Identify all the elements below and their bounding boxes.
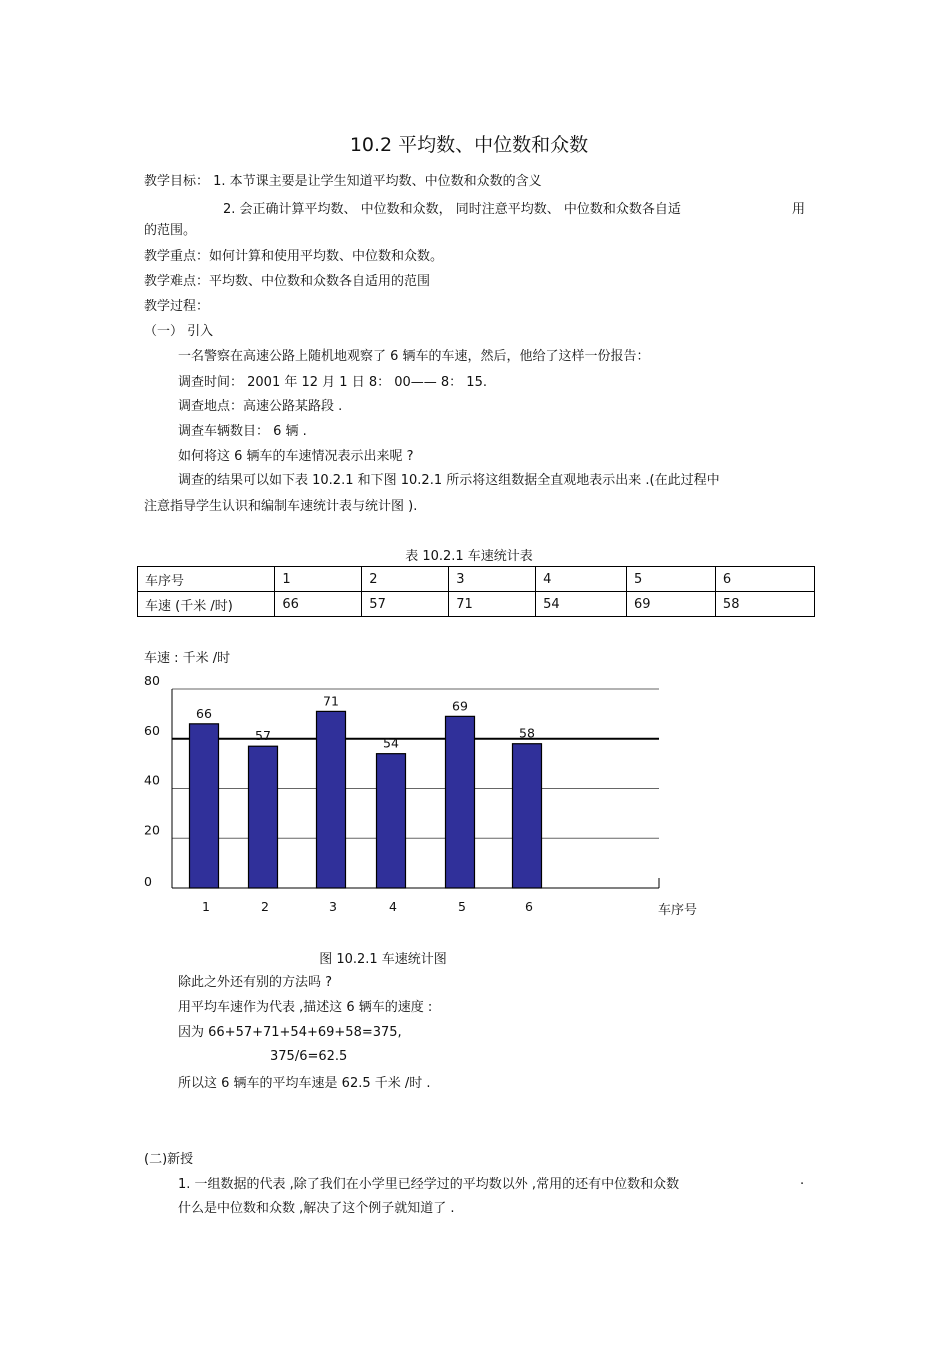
section-2-heading: (二)新授 [144,1152,194,1167]
process-label: 教学过程： [144,299,210,314]
chart-y-axis-label: 车速 : 千米 /时 [144,651,231,666]
x-tick-label: 2 [261,899,269,914]
objective-line-2: 2. 会正确计算平均数、 中位数和众数， 同时注意平均数、 中位数和众数各自适 [223,202,681,217]
bar [513,744,542,888]
table-cell: 2 [362,567,449,592]
after-chart-line: 因为 66+57+71+54+69+58=375, [178,1025,402,1040]
objective-line-1: 教学目标： 1. 本节课主要是让学生知道平均数、中位数和众数的含义 [144,174,542,189]
y-tick-label: 80 [144,673,160,688]
table-cell: 57 [362,592,449,617]
data-label: 66 [196,705,212,721]
y-tick-label: 20 [144,822,160,838]
after-chart-line: 除此之外还有别的方法吗 ? [178,975,333,990]
section-2-line: 什么是中位数和众数 ,解决了这个例子就知道了 . [178,1201,455,1216]
table-row-header: 车序号 [138,567,275,592]
x-tick-label: 6 [525,899,533,914]
table-cell: 4 [536,567,627,592]
table-cell: 71 [449,592,536,617]
key-point: 教学重点：如何计算和使用平均数、中位数和众数。 [144,249,444,264]
table-caption: 表 10.2.1 车速统计表 [405,549,533,564]
section-1-line: 调查时间： 2001 年 12 月 1 日 8： 00—— 8： 15. [178,375,487,390]
section-1-continuation: 注意指导学生认识和编制车速统计表与统计图 ). [144,499,418,514]
table-cell: 5 [627,567,716,592]
table-cell: 6 [715,567,814,592]
x-tick-label: 4 [389,899,397,914]
bar [190,724,219,888]
objective-line-2-end: 用 [792,202,806,217]
y-tick-label: 60 [144,722,160,738]
table-cell: 66 [275,592,362,617]
data-label: 54 [383,735,399,751]
table-cell: 3 [449,567,536,592]
difficulty: 教学难点：平均数、中位数和众数各自适用的范围 [144,274,431,289]
after-chart-line: 用平均车速作为代表 ,描述这 6 辆车的速度 : [178,1000,433,1015]
chart-x-axis-label: 车序号 [658,903,698,918]
section-2-line: 1. 一组数据的代表 ,除了我们在小学里已经学过的平均数以外 ,常用的还有中位数和众数 [178,1177,680,1192]
bar [377,754,406,888]
data-label: 69 [452,698,468,714]
x-tick-label: 5 [458,899,466,914]
bar [317,711,346,888]
table-cell: 69 [627,592,716,617]
objective-line-2-wrap: 的范围。 [144,223,197,238]
data-label: 58 [519,725,535,741]
section-1-line: 调查地点：高速公路某路段 . [178,399,343,414]
division-line: 375/6=62.5 [270,1049,348,1064]
x-tick-label: 3 [329,899,337,914]
chart-caption: 图 10.2.1 车速统计图 [319,952,447,967]
conclusion-line: 所以这 6 辆车的平均车速是 62.5 千米 /时 . [178,1076,431,1091]
section-1-heading: （一） 引入 [144,324,214,339]
bar [249,746,278,888]
table-cell: 1 [275,567,362,592]
data-label: 71 [323,693,339,709]
section-1-line: 调查车辆数目： 6 辆 . [178,424,307,439]
y-tick-label: 0 [144,874,152,889]
section-1-line: 调查的结果可以如下表 10.2.1 和下图 10.2.1 所示将这组数据全直观地表示出来 .(在此过程中 [178,473,720,488]
section-1-line: 如何将这 6 辆车的车速情况表示出来呢 ? [178,449,414,464]
table-cell: 58 [715,592,814,617]
section-1-line: 一名警察在高速公路上随机地观察了 6 辆车的车速，然后，他给了这样一份报告： [178,349,650,364]
table-row-header: 车速 (千米 /时) [138,592,275,617]
data-label: 57 [255,728,271,744]
x-tick-label: 1 [202,899,210,914]
y-tick-label: 40 [144,772,160,788]
bar [446,716,475,888]
section-2-line-end: . [800,1173,805,1188]
table-cell: 54 [536,592,627,617]
page-title: 10.2 平均数、中位数和众数 [349,134,589,156]
